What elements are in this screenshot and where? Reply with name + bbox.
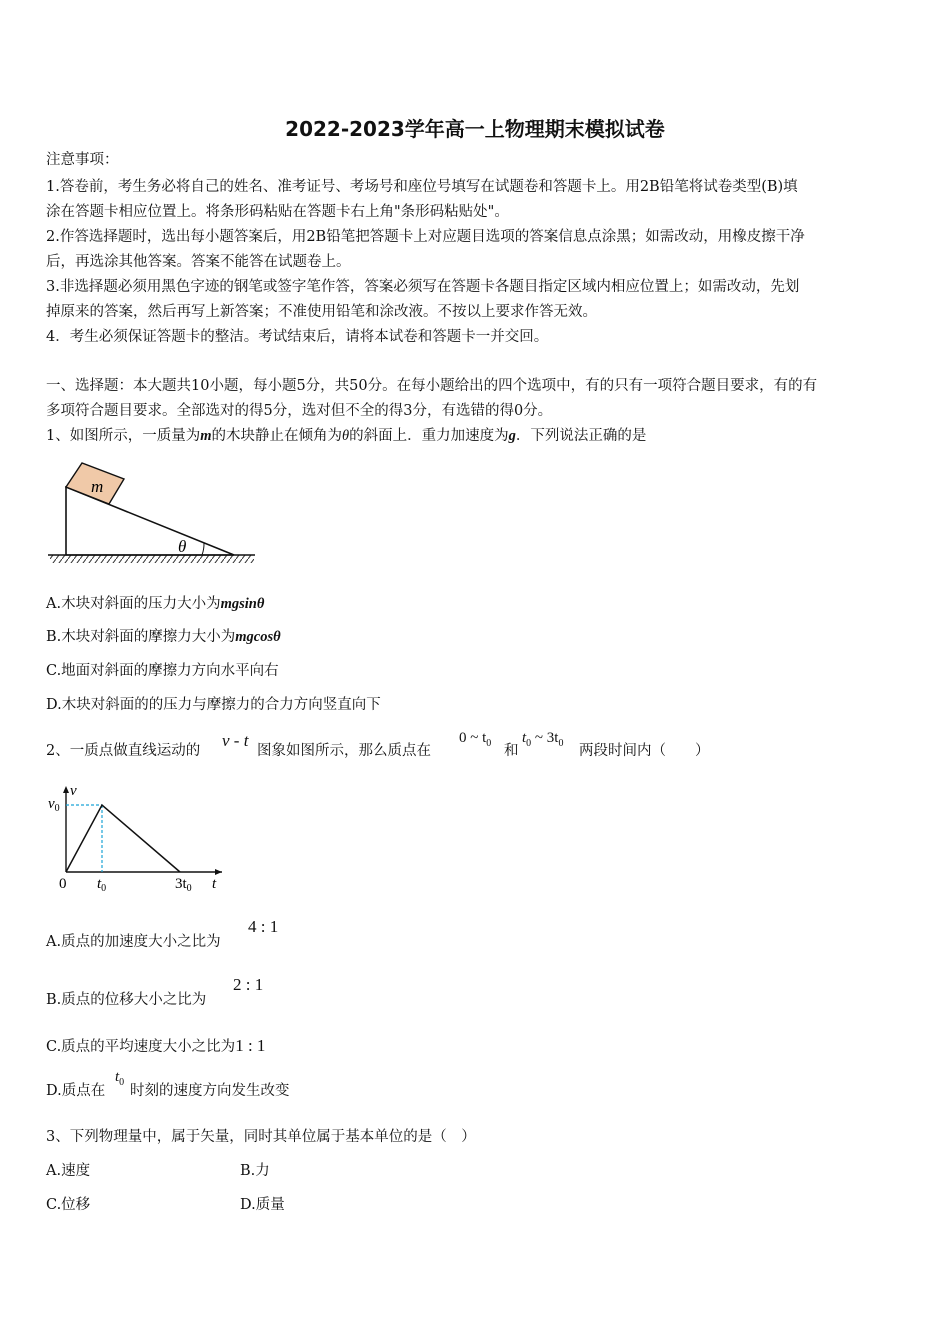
q2-option-d: D.质点在 (46, 1083, 106, 1099)
incline-figure (44, 455, 259, 565)
q2-option-a: A.质点的加速度大小之比为 (46, 934, 221, 950)
question-2-stem-end: 两段时间内（ ） (579, 743, 710, 759)
q3-option-c: C.位移 (46, 1197, 91, 1213)
vt-graph (44, 782, 234, 894)
origin-label: 0 (59, 876, 67, 892)
question-2-stem: 2、一质点做直线运动的 (46, 743, 201, 759)
option-b: B.木块对斜面的摩擦力大小为mgcosθ (46, 629, 281, 645)
v-axis-arrow (63, 786, 69, 793)
time-range-1: 0 ~ $t_0$ (459, 730, 492, 749)
notice-line: 4．考生必须保证答题卡的整洁。考试结束后，请将本试卷和答题卡一并交回。 (46, 329, 549, 345)
notice-line: 3.非选择题必须用黑色字迹的钢笔或签字笔作答，答案必须写在答题卡各题目指定区域内相应位置上；如需改动，先划 (46, 279, 800, 295)
question-2-stem-cont: 图象如图所示，那么质点在 (257, 743, 431, 759)
v-axis-label: v (70, 783, 77, 799)
notice-line: 涂在答题卡相应位置上。将条形码粘贴在答题卡右上角"条形码粘贴处"。 (46, 204, 509, 220)
time-range-2: $t_0$ ~ $3t_0$ (522, 730, 564, 749)
question-1-stem: 1、如图所示，一质量为m的木块静止在倾角为θ的斜面上．重力加速度为g．下列说法正确的是 (46, 428, 647, 444)
section-heading: 多项符合题目要求。全部选对的得5分，选对但不全的得3分，有选错的得0分。 (46, 403, 553, 419)
block-label: m (91, 477, 104, 496)
vt-label: v - t (222, 731, 249, 750)
q2-option-c: C.质点的平均速度大小之比为1 : 1 (46, 1036, 266, 1055)
q2-option-d-cont: 时刻的速度方向发生改变 (130, 1083, 290, 1099)
notice-heading: 注意事项： (46, 152, 119, 168)
t-axis-label: t (212, 876, 217, 892)
ground-hatch (50, 555, 254, 563)
3t0-label: $3t_0$ (175, 876, 192, 894)
t-axis-arrow (215, 869, 222, 875)
q3-option-d: D.质量 (240, 1197, 285, 1213)
q3-option-a: A.速度 (46, 1163, 91, 1179)
and-text: 和 (504, 743, 519, 759)
page-title: 2022-2023学年高一上物理期末模拟试卷 (285, 117, 665, 141)
option-d: D.木块对斜面的的压力与摩擦力的合力方向竖直向下 (46, 697, 381, 713)
q2-option-d-t0: $t_0$ (115, 1069, 125, 1088)
notice-line: 1.答卷前，考生务必将自己的姓名、准考证号、考场号和座位号填写在试题卷和答题卡上。用2B铅笔将试卷类型(B)填 (46, 179, 798, 195)
notice-line: 后，再选涂其他答案。答案不能答在试题卷上。 (46, 254, 351, 270)
notice-line: 掉原来的答案，然后再写上新答案；不准使用铅笔和涂改液。不按以上要求作答无效。 (46, 304, 597, 320)
q2-option-b-value: 2 : 1 (233, 975, 264, 994)
q2-option-b: B.质点的位移大小之比为 (46, 992, 207, 1008)
notice-line: 2.作答选择题时，选出每小题答案后，用2B铅笔把答题卡上对应题目选项的答案信息点涂黑；如需改动，用橡皮擦干净 (46, 229, 805, 245)
question-3-stem: 3、下列物理量中，属于矢量，同时其单位属于基本单位的是（ ） (46, 1129, 476, 1145)
q2-option-a-value: 4 : 1 (248, 917, 279, 936)
v0-label: $v_0$ (48, 796, 60, 814)
angle-arc (202, 543, 204, 555)
option-c: C.地面对斜面的摩擦力方向水平向右 (46, 663, 279, 679)
vt-line (66, 805, 180, 872)
q3-option-b: B.力 (240, 1163, 270, 1179)
t0-label: $t_0$ (97, 876, 107, 894)
angle-label: θ (178, 537, 187, 556)
option-a: A.木块对斜面的压力大小为mgsinθ (46, 596, 265, 612)
section-heading: 一、选择题：本大题共10小题，每小题5分，共50分。在每小题给出的四个选项中，有的只有一项符合题目要求，有的有 (46, 378, 818, 394)
